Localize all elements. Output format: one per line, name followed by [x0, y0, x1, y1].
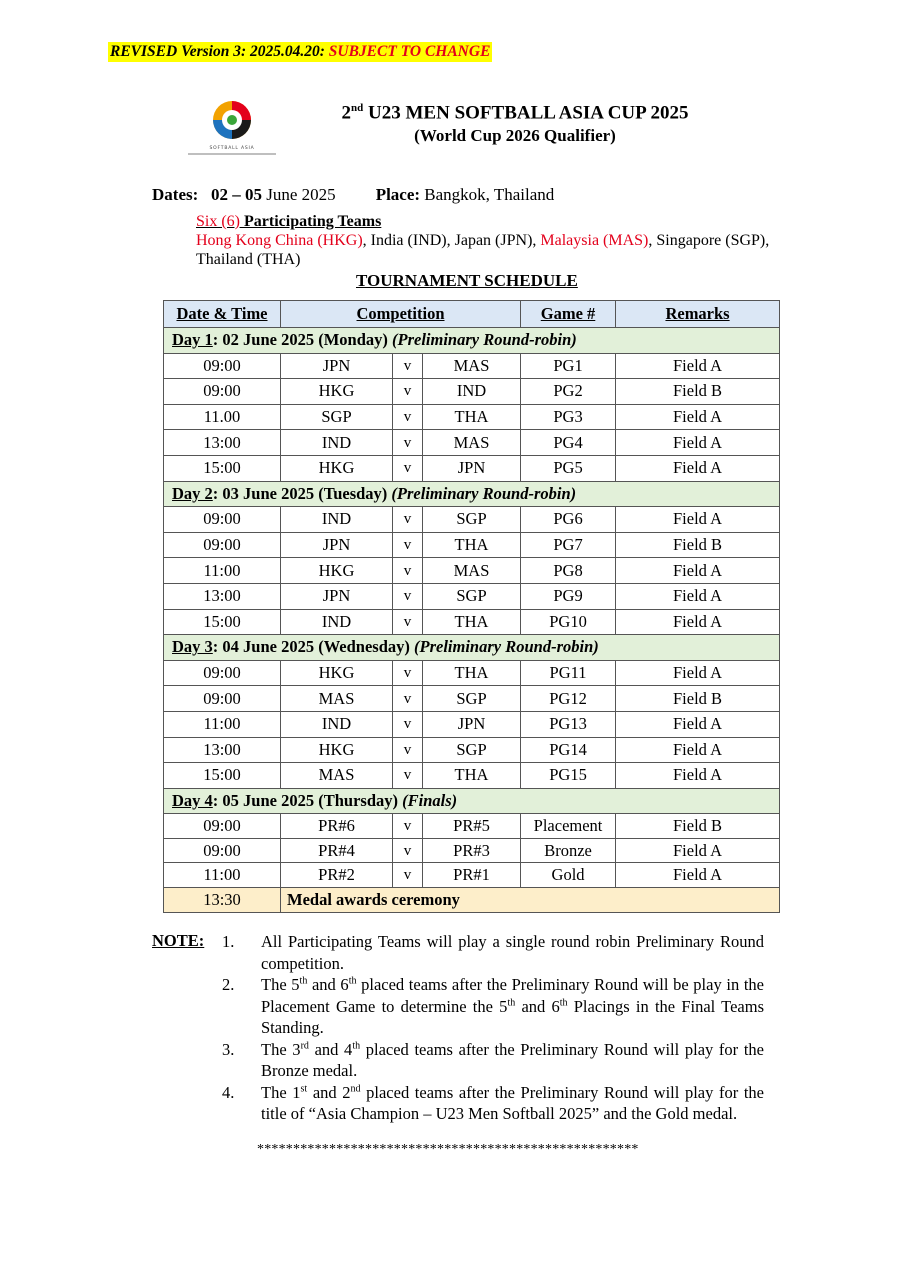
cell-home-team: IND: [281, 507, 393, 533]
cell-time: 15:00: [164, 763, 281, 789]
note-text: The 1st and 2nd placed teams after the Preliminary Round will play for the title of “Asia Champion – U23 Men Softball 2025” and the Gold medal.: [261, 1082, 764, 1123]
table-row: [164, 609, 780, 635]
cell-home-team: HKG: [281, 379, 393, 405]
revision-banner: [108, 42, 492, 62]
cell-time: 09:00: [164, 838, 281, 863]
cell-versus: v: [393, 609, 423, 635]
note-item: [222, 1082, 764, 1125]
cell-game: PG3: [521, 404, 616, 430]
cell-versus: v: [393, 863, 423, 888]
document-header: [300, 96, 730, 147]
table-row: [164, 430, 780, 456]
note-text: The 5th and 6th placed teams after the Preliminary Round will be play in the Placement Game to determine the 5th and 6th Placings in the Final Teams Standing.: [261, 975, 764, 1037]
footer-divider: *****************************************************: [257, 1142, 639, 1157]
cell-home-team: PR#2: [281, 863, 393, 888]
cell-home-team: SGP: [281, 404, 393, 430]
cell-away-team: MAS: [423, 353, 521, 379]
cell-away-team: PR#3: [423, 838, 521, 863]
cell-home-team: JPN: [281, 583, 393, 609]
cell-remarks: Field A: [616, 737, 780, 763]
cell-remarks: Field A: [616, 711, 780, 737]
cell-remarks: Field B: [616, 532, 780, 558]
day-header: Day 4: 05 June 2025 (Thursday) (Finals): [164, 788, 780, 814]
ceremony-label: Medal awards ceremony: [281, 887, 780, 913]
cell-away-team: THA: [423, 660, 521, 686]
cell-away-team: PR#5: [423, 814, 521, 839]
day-header: Day 3: 04 June 2025 (Wednesday) (Preliminary Round-robin): [164, 635, 780, 661]
cell-game: Gold: [521, 863, 616, 888]
cell-away-team: SGP: [423, 737, 521, 763]
cell-away-team: PR#1: [423, 863, 521, 888]
ceremony-row: [164, 887, 780, 913]
cell-versus: v: [393, 838, 423, 863]
cell-time: 09:00: [164, 686, 281, 712]
cell-time: 15:00: [164, 455, 281, 481]
cell-away-team: MAS: [423, 558, 521, 584]
table-row: [164, 711, 780, 737]
cell-remarks: Field A: [616, 404, 780, 430]
cell-away-team: THA: [423, 532, 521, 558]
table-row: [164, 507, 780, 533]
cell-home-team: HKG: [281, 558, 393, 584]
cell-home-team: HKG: [281, 455, 393, 481]
cell-versus: v: [393, 814, 423, 839]
cell-away-team: THA: [423, 763, 521, 789]
note-item: [222, 974, 764, 1039]
cell-game: PG13: [521, 711, 616, 737]
table-row: [164, 532, 780, 558]
softball-asia-logo: [184, 96, 280, 162]
cell-home-team: JPN: [281, 532, 393, 558]
table-row: [164, 353, 780, 379]
cell-home-team: IND: [281, 711, 393, 737]
notes-list: [222, 931, 764, 1125]
revision-label: REVISED Version 3: 2025.04.20:: [110, 43, 325, 60]
cell-versus: v: [393, 763, 423, 789]
cell-away-team: THA: [423, 609, 521, 635]
cell-time: 11:00: [164, 711, 281, 737]
cell-home-team: MAS: [281, 763, 393, 789]
cell-remarks: Field A: [616, 430, 780, 456]
cell-home-team: JPN: [281, 353, 393, 379]
table-row: [164, 763, 780, 789]
cell-game: PG2: [521, 379, 616, 405]
note-text: The 3rd and 4th placed teams after the Preliminary Round will play for the Bronze medal.: [261, 1039, 764, 1080]
day-header-row: [164, 635, 780, 661]
header-datetime: Date & Time: [164, 301, 281, 328]
table-row: [164, 404, 780, 430]
cell-away-team: SGP: [423, 583, 521, 609]
page-title: 2nd U23 MEN SOFTBALL ASIA CUP 2025: [341, 102, 689, 124]
cell-versus: v: [393, 711, 423, 737]
cell-game: PG7: [521, 532, 616, 558]
cell-remarks: Field A: [616, 353, 780, 379]
cell-remarks: Field A: [616, 863, 780, 888]
cell-time: 11:00: [164, 558, 281, 584]
cell-game: PG5: [521, 455, 616, 481]
note-item: [222, 1039, 764, 1082]
cell-game: PG8: [521, 558, 616, 584]
cell-home-team: HKG: [281, 737, 393, 763]
cell-remarks: Field A: [616, 838, 780, 863]
cell-versus: v: [393, 583, 423, 609]
cell-home-team: HKG: [281, 660, 393, 686]
cell-remarks: Field A: [616, 763, 780, 789]
note-item: [222, 931, 764, 974]
cell-remarks: Field B: [616, 814, 780, 839]
cell-game: PG9: [521, 583, 616, 609]
cell-game: PG12: [521, 686, 616, 712]
cell-remarks: Field A: [616, 660, 780, 686]
day-header: Day 2: 03 June 2025 (Tuesday) (Preliminary Round-robin): [164, 481, 780, 507]
revision-warning: SUBJECT TO CHANGE: [328, 43, 491, 60]
table-row: [164, 686, 780, 712]
logo-text: SOFTBALL ASIA: [209, 146, 255, 151]
cell-versus: v: [393, 558, 423, 584]
cell-versus: v: [393, 532, 423, 558]
cell-home-team: PR#4: [281, 838, 393, 863]
note-number: 2.: [222, 975, 235, 994]
cell-remarks: Field A: [616, 507, 780, 533]
cell-home-team: IND: [281, 430, 393, 456]
event-place: Bangkok, Thailand: [420, 185, 555, 204]
cell-away-team: IND: [423, 379, 521, 405]
note-number: 4.: [222, 1082, 235, 1102]
cell-versus: v: [393, 507, 423, 533]
cell-time: 13:00: [164, 737, 281, 763]
cell-versus: v: [393, 660, 423, 686]
cell-away-team: JPN: [423, 455, 521, 481]
table-row: [164, 583, 780, 609]
cell-game: PG14: [521, 737, 616, 763]
teams-heading: Six (6) Participating Teams: [196, 213, 382, 230]
day-header-row: [164, 481, 780, 507]
table-row: [164, 814, 780, 839]
table-row: [164, 558, 780, 584]
cell-time: 11:00: [164, 863, 281, 888]
cell-remarks: Field A: [616, 609, 780, 635]
schedule-table: [163, 300, 780, 913]
table-row: [164, 379, 780, 405]
cell-game: Placement: [521, 814, 616, 839]
event-dates: Dates: 02 – 05 June 2025 Place: Bangkok, Thailand: [152, 185, 555, 204]
cell-away-team: JPN: [423, 711, 521, 737]
table-row: [164, 455, 780, 481]
cell-versus: v: [393, 455, 423, 481]
cell-home-team: MAS: [281, 686, 393, 712]
cell-game: PG1: [521, 353, 616, 379]
cell-time: 13:00: [164, 430, 281, 456]
header-competition: Competition: [281, 301, 521, 328]
cell-remarks: Field A: [616, 558, 780, 584]
note-number: 3.: [222, 1039, 235, 1059]
day-header: Day 1: 02 June 2025 (Monday) (Preliminary Round-robin): [164, 328, 780, 354]
cell-remarks: Field A: [616, 583, 780, 609]
day-header-row: [164, 788, 780, 814]
schedule-title: TOURNAMENT SCHEDULE: [356, 271, 578, 290]
cell-versus: v: [393, 379, 423, 405]
cell-time: 09:00: [164, 353, 281, 379]
header-remarks: Remarks: [616, 301, 780, 328]
header-game: Game #: [521, 301, 616, 328]
cell-time: 09:00: [164, 532, 281, 558]
cell-away-team: THA: [423, 404, 521, 430]
cell-time: 09:00: [164, 814, 281, 839]
cell-versus: v: [393, 686, 423, 712]
cell-time: 09:00: [164, 507, 281, 533]
note-label: NOTE:: [152, 931, 205, 950]
table-row: [164, 863, 780, 888]
cell-versus: v: [393, 404, 423, 430]
cell-remarks: Field B: [616, 686, 780, 712]
cell-game: PG4: [521, 430, 616, 456]
table-header-row: [164, 301, 780, 328]
table-row: [164, 737, 780, 763]
cell-game: PG15: [521, 763, 616, 789]
cell-game: Bronze: [521, 838, 616, 863]
cell-versus: v: [393, 353, 423, 379]
table-row: [164, 660, 780, 686]
cell-time: 11.00: [164, 404, 281, 430]
day-header-row: [164, 328, 780, 354]
teams-list: Hong Kong China (HKG), India (IND), Japan (JPN), Malaysia (MAS), Singapore (SGP), Thailand (THA): [196, 232, 770, 268]
cell-game: PG6: [521, 507, 616, 533]
cell-away-team: SGP: [423, 507, 521, 533]
note-text: All Participating Teams will play a single round robin Preliminary Round competition.: [261, 932, 764, 973]
cell-remarks: Field B: [616, 379, 780, 405]
cell-time: 09:00: [164, 379, 281, 405]
cell-game: PG11: [521, 660, 616, 686]
cell-time: 09:00: [164, 660, 281, 686]
cell-home-team: PR#6: [281, 814, 393, 839]
cell-time: 13:00: [164, 583, 281, 609]
note-number: 1.: [222, 932, 235, 951]
cell-versus: v: [393, 737, 423, 763]
page-subtitle: (World Cup 2026 Qualifier): [414, 126, 616, 146]
cell-away-team: SGP: [423, 686, 521, 712]
cell-versus: v: [393, 430, 423, 456]
table-row: [164, 838, 780, 863]
cell-home-team: IND: [281, 609, 393, 635]
cell-game: PG10: [521, 609, 616, 635]
cell-time: 15:00: [164, 609, 281, 635]
cell-away-team: MAS: [423, 430, 521, 456]
ceremony-time: 13:30: [164, 887, 281, 913]
cell-remarks: Field A: [616, 455, 780, 481]
